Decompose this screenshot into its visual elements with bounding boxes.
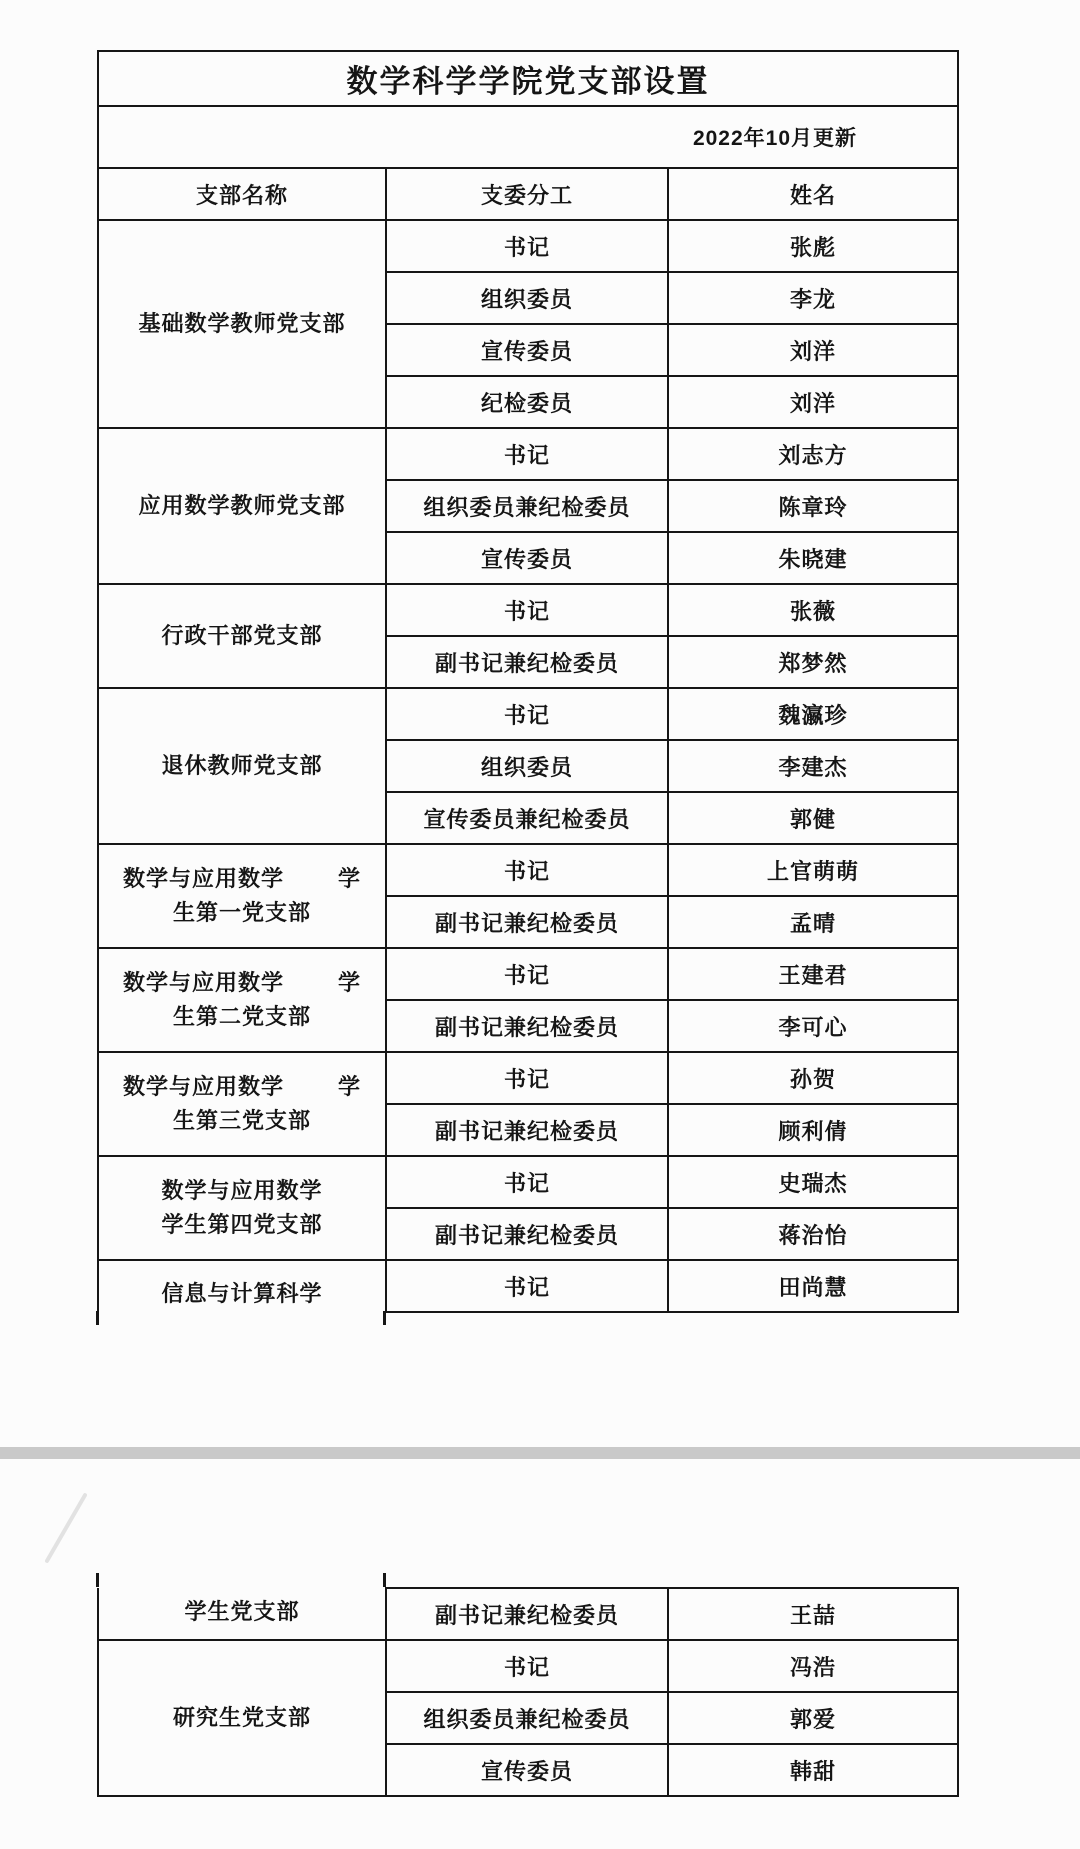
member-name-cell: 张彪	[668, 220, 958, 272]
col-header-role: 支委分工	[386, 168, 668, 220]
member-name-cell: 冯浩	[668, 1640, 958, 1692]
member-name-cell: 刘洋	[668, 324, 958, 376]
role-cell: 组织委员兼纪检委员	[386, 480, 668, 532]
table-border-stub	[96, 1573, 99, 1587]
member-name-cell: 孙贺	[668, 1052, 958, 1104]
table-border-stub	[383, 1573, 386, 1587]
table-row	[98, 844, 958, 896]
update-date-label: 2022年10月更新	[98, 106, 958, 168]
role-cell: 书记	[386, 220, 668, 272]
role-cell: 宣传委员	[386, 1744, 668, 1796]
member-name-cell: 史瑞杰	[668, 1156, 958, 1208]
role-cell: 书记	[386, 584, 668, 636]
member-name-cell: 郑梦然	[668, 636, 958, 688]
header-row	[98, 168, 958, 220]
table-row	[98, 1156, 958, 1208]
role-cell: 书记	[386, 428, 668, 480]
role-cell: 副书记兼纪检委员	[386, 1104, 668, 1156]
role-cell: 副书记兼纪检委员	[386, 896, 668, 948]
date-row	[98, 106, 958, 168]
role-cell: 组织委员	[386, 740, 668, 792]
table-row	[98, 1588, 958, 1640]
party-branch-table-page2	[97, 1587, 959, 1797]
member-name-cell: 郭爱	[668, 1692, 958, 1744]
branch-name-cell: 行政干部党支部	[98, 584, 386, 688]
table-row	[98, 1260, 958, 1312]
table-border-stub	[96, 1311, 99, 1325]
role-cell: 副书记兼纪检委员	[386, 1588, 668, 1640]
role-cell: 书记	[386, 844, 668, 896]
table-row	[98, 1640, 958, 1692]
col-header-branch: 支部名称	[98, 168, 386, 220]
table-row	[98, 688, 958, 740]
role-cell: 书记	[386, 948, 668, 1000]
branch-name-cell: 数学与应用数学 学 生第一党支部	[98, 844, 386, 948]
role-cell: 纪检委员	[386, 376, 668, 428]
col-header-name: 姓名	[668, 168, 958, 220]
member-name-cell: 郭健	[668, 792, 958, 844]
member-name-cell: 顾利倩	[668, 1104, 958, 1156]
member-name-cell: 李建杰	[668, 740, 958, 792]
page-title: 数学科学学院党支部设置	[98, 51, 958, 106]
role-cell: 宣传委员	[386, 532, 668, 584]
role-cell: 副书记兼纪检委员	[386, 1000, 668, 1052]
branch-name-cell: 应用数学教师党支部	[98, 428, 386, 584]
branch-name-cell: 数学与应用数学 学 生第三党支部	[98, 1052, 386, 1156]
table-row	[98, 428, 958, 480]
member-name-cell: 王喆	[668, 1588, 958, 1640]
branch-name-cell: 信息与计算科学	[98, 1260, 386, 1312]
table-row	[98, 1052, 958, 1104]
member-name-cell: 蒋治怡	[668, 1208, 958, 1260]
member-name-cell: 田尚慧	[668, 1260, 958, 1312]
branch-name-cell: 研究生党支部	[98, 1640, 386, 1796]
role-cell: 副书记兼纪检委员	[386, 1208, 668, 1260]
member-name-cell: 朱晓建	[668, 532, 958, 584]
member-name-cell: 李可心	[668, 1000, 958, 1052]
title-row	[98, 51, 958, 106]
member-name-cell: 张薇	[668, 584, 958, 636]
paper-crease-mark	[44, 1492, 87, 1563]
role-cell: 副书记兼纪检委员	[386, 636, 668, 688]
role-cell: 书记	[386, 1156, 668, 1208]
table-row	[98, 220, 958, 272]
table-border-stub	[383, 1311, 386, 1325]
table-row	[98, 584, 958, 636]
table-row	[98, 948, 958, 1000]
role-cell: 书记	[386, 1640, 668, 1692]
branch-name-cell: 数学与应用数学 学生第四党支部	[98, 1156, 386, 1260]
branch-name-cell: 学生党支部	[98, 1588, 386, 1640]
member-name-cell: 魏瀛珍	[668, 688, 958, 740]
branch-name-cell: 基础数学教师党支部	[98, 220, 386, 428]
role-cell: 组织委员兼纪检委员	[386, 1692, 668, 1744]
role-cell: 宣传委员兼纪检委员	[386, 792, 668, 844]
branch-name-cell: 数学与应用数学 学 生第二党支部	[98, 948, 386, 1052]
member-name-cell: 刘志方	[668, 428, 958, 480]
member-name-cell: 刘洋	[668, 376, 958, 428]
member-name-cell: 韩甜	[668, 1744, 958, 1796]
member-name-cell: 上官萌萌	[668, 844, 958, 896]
branch-name-cell: 退休教师党支部	[98, 688, 386, 844]
member-name-cell: 李龙	[668, 272, 958, 324]
member-name-cell: 孟晴	[668, 896, 958, 948]
role-cell: 书记	[386, 688, 668, 740]
party-branch-table-page1	[97, 50, 959, 1313]
role-cell: 宣传委员	[386, 324, 668, 376]
role-cell: 书记	[386, 1260, 668, 1312]
member-name-cell: 王建君	[668, 948, 958, 1000]
page-separator-band	[0, 1447, 1080, 1459]
member-name-cell: 陈章玲	[668, 480, 958, 532]
role-cell: 书记	[386, 1052, 668, 1104]
role-cell: 组织委员	[386, 272, 668, 324]
